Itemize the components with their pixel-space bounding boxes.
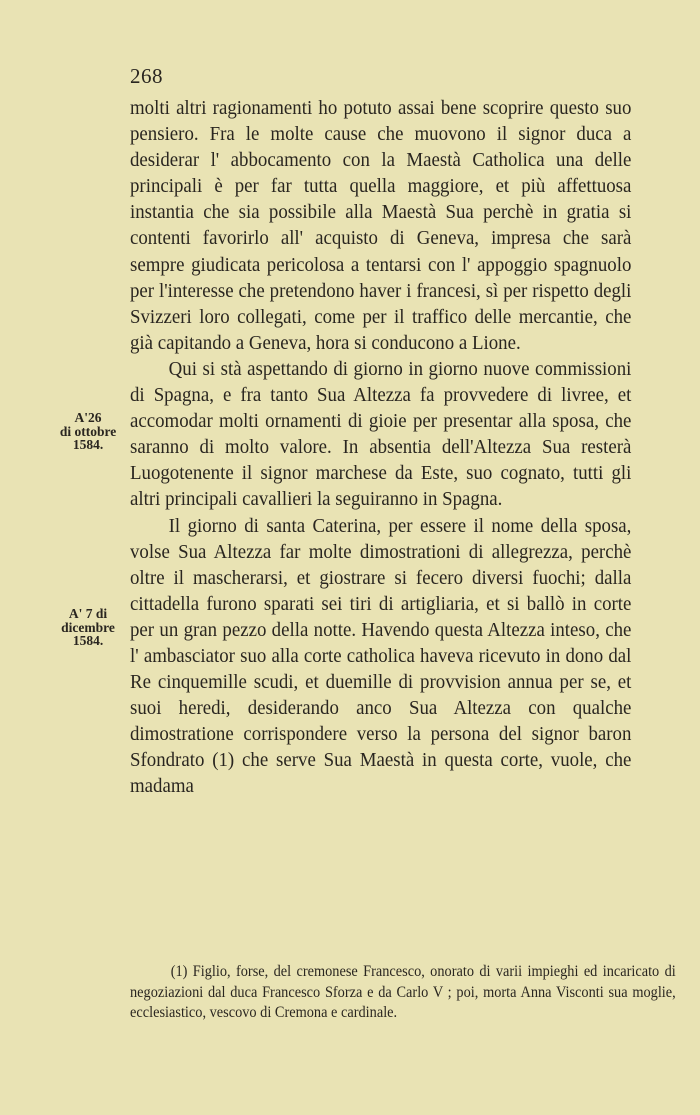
margin-note-line: 1584. bbox=[72, 437, 104, 452]
margin-note-date-2 bbox=[48, 607, 128, 648]
margin-note-line: A' 7 di bbox=[68, 606, 108, 621]
footnote bbox=[130, 962, 676, 1024]
margin-note-date-1 bbox=[48, 411, 128, 452]
footnote-text: (1) Figlio, forse, del cremonese Francesco, onorato di varii impieghi ed incaricato di negoziazioni dal duca Francesco Sforza e da Carlo V ; poi, morta Anna Visconti sua moglie, ecclesiastico, vescovo di Cremona e cardinale. bbox=[130, 963, 676, 1021]
paragraph: molti altri ragionamenti ho potuto assai bene scoprire questo suo pensiero. Fra le molte cause che muovono il signor duca a desiderar l' abbocamento con la Maestà Catholica una delle principali è per far tutta quella maggiore, et più affettuosa instantia che sia possibile alla Maestà Sua perchè in gratia si contenti favorirlo all' acquisto di Geneva, impresa che sarà sempre giudicata pericolosa a tentarsi con l' appoggio spagnuolo per l'interesse che pretendono haver i francesi, sì per rispetto degli Svizzeri loro collegati, come per il traffico delle mercantie, che già capitando a Geneva, hora si conducono a Lione. bbox=[130, 97, 632, 354]
margin-note-line: dicembre bbox=[61, 619, 115, 635]
margin-note-line: 1584. bbox=[72, 633, 104, 648]
paragraph: Il giorno di santa Caterina, per essere il nome della sposa, volse Sua Altezza far molte dimostrationi di allegrezza, perchè oltre il mascherarsi, et giostrare si fecero diversi fuochi; dalla cittadella furono sparati sei tiri di artigliaria, et si ballò in corte per un gran pezzo della notte. Havendo questa Altezza inteso, che l' ambasciator suo alla corte catholica haveva ricevuto in dono dal Re cinquemille scudi, et duemille di provvision annua per se, et suoi heredi, desiderando anco Sua Altezza con qualche dimostratione corrispondere verso la persona del signor baron Sfondrato (1) che serve Sua Maestà in questa corte, vuole, che madama bbox=[130, 514, 632, 798]
margin-note-line: A'26 bbox=[74, 410, 102, 425]
margin-note-line: di ottobre bbox=[59, 423, 117, 439]
page-number: 268 bbox=[130, 64, 163, 88]
paragraph: Qui si stà aspettando di giorno in giorno nuove commissioni di Spagna, e fra tanto Sua Altezza fa provvedere di livree, et accomodar molti ornamenti di gioie per presentar alla sposa, che saranno di molto valore. In absentia dell'Altezza Sua resterà Luogotenente il signor marchese da Este, suo cognato, tutti gli altri principali cavallieri la seguiranno in Spagna. bbox=[130, 357, 632, 511]
body-text bbox=[130, 95, 631, 800]
